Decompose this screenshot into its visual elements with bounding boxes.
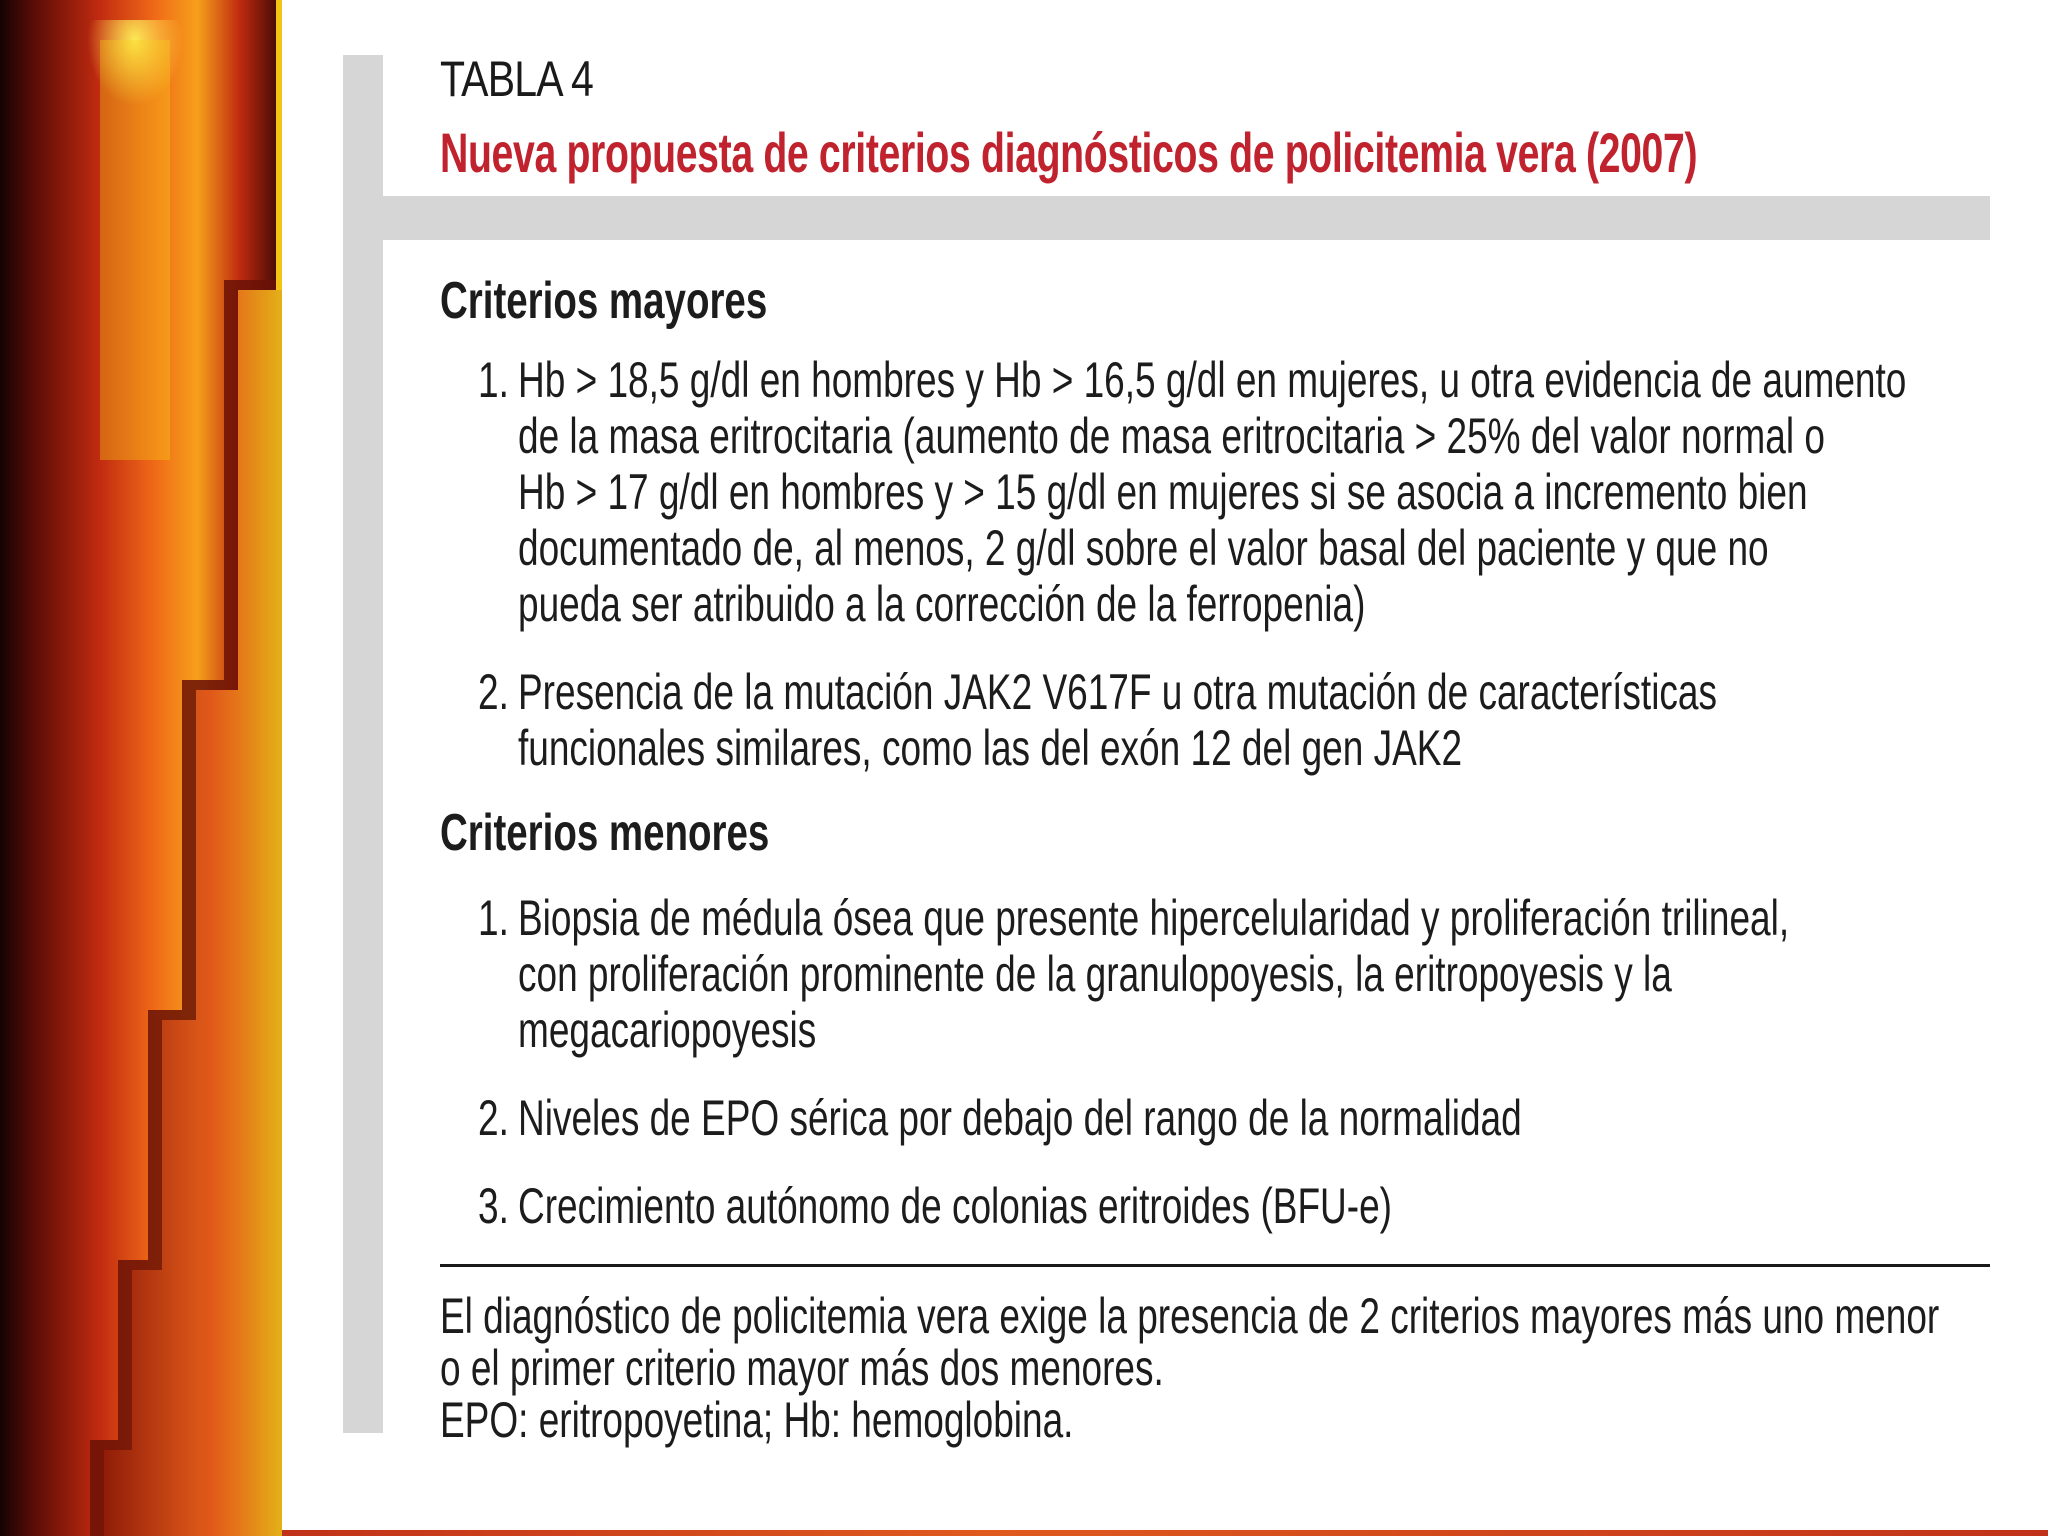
major-criterion-2 — [440, 664, 2000, 776]
criterion-text-line: Biopsia de médula ósea que presente hipercelularidad y proliferación trilineal, — [518, 890, 1790, 946]
criterion-text-line: Hb > 18,5 g/dl en hombres y Hb > 16,5 g/dl en mujeres, u otra evidencia de aumento — [518, 352, 1907, 408]
minor-criterion-2 — [440, 1090, 2000, 1146]
criterion-number: 2. — [478, 1090, 509, 1146]
table-footnote — [440, 1290, 2048, 1446]
flame-decoration — [0, 0, 282, 1536]
minor-criteria-heading — [440, 800, 2000, 866]
footnote-line: EPO: eritropoyetina; Hb: hemoglobina. — [440, 1392, 1074, 1448]
criterion-text-line: Niveles de EPO sérica por debajo del rango de la normalidad — [518, 1090, 1522, 1146]
footnote-line: o el primer criterio mayor más dos menores. — [440, 1340, 1164, 1396]
major-criteria-list — [440, 352, 2000, 776]
minor-criterion-1 — [440, 890, 2000, 1058]
major-criteria-heading-text: Criterios mayores — [440, 272, 768, 330]
minor-criteria-heading-text: Criterios menores — [440, 804, 770, 862]
major-criterion-1 — [440, 352, 2000, 632]
criterion-number: 2. — [478, 664, 509, 720]
minor-criterion-3 — [440, 1178, 2000, 1234]
criterion-text-line: documentado de, al menos, 2 g/dl sobre el valor basal del paciente y que no — [518, 520, 1769, 576]
criterion-number: 1. — [478, 352, 509, 408]
table-frame-left-bar — [343, 55, 383, 1433]
criterion-text-line: Hb > 17 g/dl en hombres y > 15 g/dl en mujeres si se asocia a incremento bien — [518, 464, 1808, 520]
minor-criteria-list — [440, 890, 2000, 1234]
criterion-number: 3. — [478, 1178, 509, 1234]
criterion-text-line: de la masa eritrocitaria (aumento de masa eritrocitaria > 25% del valor normal o — [518, 408, 1825, 464]
footnote-divider — [440, 1264, 1990, 1267]
table-frame-header-bar — [383, 196, 1990, 240]
criterion-text-line: pueda ser atribuido a la corrección de la ferropenia) — [518, 576, 1366, 632]
criterion-text-line: megacariopoyesis — [518, 1002, 817, 1058]
criterion-text-line: con proliferación prominente de la granulopoyesis, la eritropoyesis y la — [518, 946, 1672, 1002]
bottom-accent-rule — [282, 1530, 2048, 1536]
major-criteria-heading — [440, 268, 2000, 334]
criterion-text-line: Presencia de la mutación JAK2 V617F u otra mutación de características — [518, 664, 1717, 720]
criteria-content — [440, 268, 2000, 1234]
criterion-number: 1. — [478, 890, 509, 946]
table-title: Nueva propuesta de criterios diagnósticos de policitemia vera (2007) — [440, 121, 1698, 184]
criterion-text-line: funcionales similares, como las del exón 12 del gen JAK2 — [518, 720, 1463, 776]
footnote-line: El diagnóstico de policitemia vera exige la presencia de 2 criterios mayores más uno menor — [440, 1288, 1940, 1344]
table-number-label: TABLA 4 — [440, 51, 594, 107]
criterion-text-line: Crecimiento autónomo de colonias eritroides (BFU-e) — [518, 1178, 1392, 1234]
